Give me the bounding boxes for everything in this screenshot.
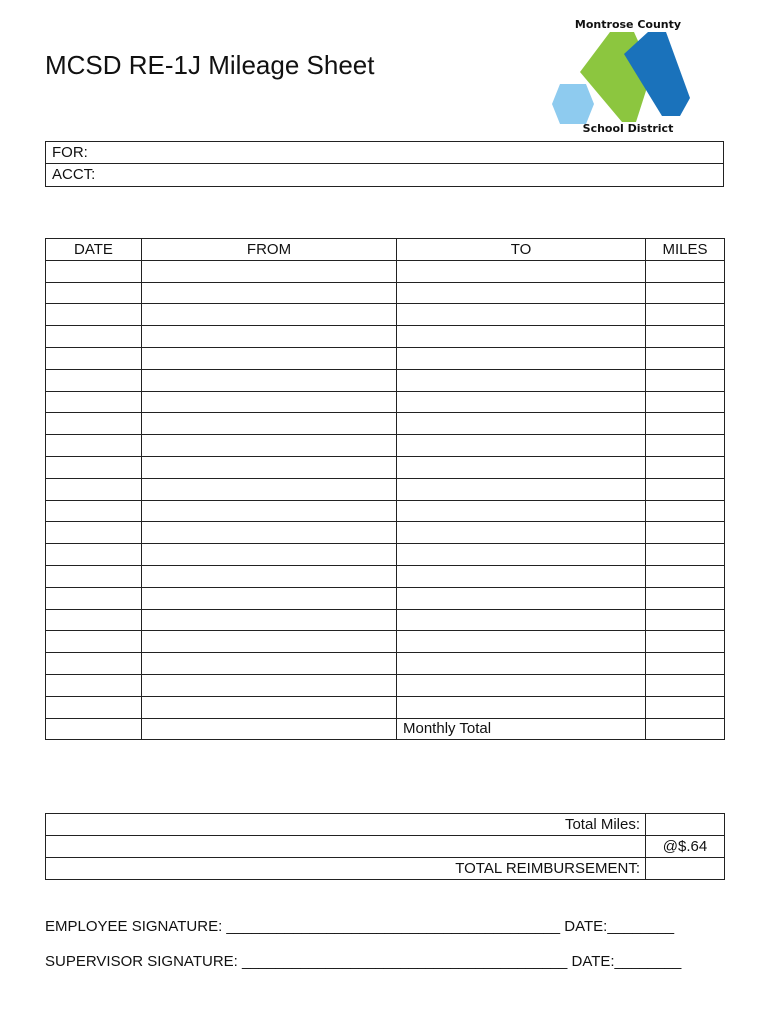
miles-cell[interactable]	[646, 326, 725, 348]
to-cell[interactable]	[397, 500, 646, 522]
to-cell[interactable]	[397, 544, 646, 566]
from-cell[interactable]	[142, 347, 397, 369]
rate-value: @$.64	[646, 836, 725, 858]
to-cell[interactable]	[397, 413, 646, 435]
logo-mark	[548, 32, 708, 124]
to-cell[interactable]	[397, 347, 646, 369]
from-cell[interactable]	[142, 631, 397, 653]
date-cell[interactable]	[46, 478, 142, 500]
to-cell[interactable]	[397, 653, 646, 675]
miles-cell[interactable]	[646, 522, 725, 544]
date-cell[interactable]	[46, 456, 142, 478]
table-row	[46, 544, 725, 566]
from-cell[interactable]	[142, 609, 397, 631]
date-cell[interactable]	[46, 304, 142, 326]
mileage-log-table	[45, 238, 725, 740]
monthly-total-from-cell[interactable]	[142, 718, 397, 740]
total-miles-cell[interactable]	[646, 814, 725, 836]
miles-cell[interactable]	[646, 260, 725, 282]
table-row	[46, 456, 725, 478]
to-cell[interactable]	[397, 696, 646, 718]
for-field[interactable]	[46, 142, 723, 164]
rate-spacer	[46, 836, 646, 858]
monthly-total-row	[46, 718, 725, 740]
table-row	[46, 413, 725, 435]
miles-cell[interactable]	[646, 391, 725, 413]
miles-cell[interactable]	[646, 500, 725, 522]
column-header-to: TO	[397, 239, 646, 261]
from-cell[interactable]	[142, 653, 397, 675]
from-cell[interactable]	[142, 674, 397, 696]
logo-top-text: Montrose County	[574, 18, 682, 31]
to-cell[interactable]	[397, 565, 646, 587]
date-cell[interactable]	[46, 631, 142, 653]
table-row	[46, 565, 725, 587]
miles-cell[interactable]	[646, 413, 725, 435]
table-row	[46, 522, 725, 544]
table-row	[46, 369, 725, 391]
table-row	[46, 326, 725, 348]
column-header-miles: MILES	[646, 239, 725, 261]
to-cell[interactable]	[397, 369, 646, 391]
reimbursement-cell[interactable]	[646, 858, 725, 880]
total-miles-label: Total Miles:	[46, 814, 646, 836]
date-cell[interactable]	[46, 587, 142, 609]
from-cell[interactable]	[142, 304, 397, 326]
miles-cell[interactable]	[646, 282, 725, 304]
employee-signature-line[interactable]: EMPLOYEE SIGNATURE: ________________________________________ DATE:________	[45, 918, 675, 935]
from-cell[interactable]	[142, 326, 397, 348]
date-cell[interactable]	[46, 282, 142, 304]
page-title: MCSD RE-1J Mileage Sheet	[45, 50, 375, 80]
table-row	[46, 587, 725, 609]
date-cell[interactable]	[46, 674, 142, 696]
date-cell[interactable]	[46, 435, 142, 457]
from-cell[interactable]	[142, 565, 397, 587]
acct-label: ACCT:	[52, 166, 96, 183]
reimbursement-label: TOTAL REIMBURSEMENT:	[46, 858, 646, 880]
logo-bottom-text: School District	[582, 122, 674, 135]
from-cell[interactable]	[142, 456, 397, 478]
date-cell[interactable]	[46, 609, 142, 631]
to-cell[interactable]	[397, 674, 646, 696]
monthly-total-label: Monthly Total	[397, 718, 646, 740]
miles-cell[interactable]	[646, 544, 725, 566]
rate-row	[46, 836, 725, 858]
from-cell[interactable]	[142, 391, 397, 413]
from-cell[interactable]	[142, 522, 397, 544]
from-cell[interactable]	[142, 369, 397, 391]
table-row	[46, 609, 725, 631]
miles-cell[interactable]	[646, 304, 725, 326]
miles-cell[interactable]	[646, 696, 725, 718]
from-cell[interactable]	[142, 544, 397, 566]
date-cell[interactable]	[46, 565, 142, 587]
table-header-row	[46, 239, 725, 261]
from-cell[interactable]	[142, 696, 397, 718]
table-row	[46, 304, 725, 326]
to-cell[interactable]	[397, 587, 646, 609]
table-row	[46, 631, 725, 653]
totals-table	[45, 813, 725, 880]
district-logo	[548, 16, 708, 140]
miles-cell[interactable]	[646, 653, 725, 675]
table-row	[46, 478, 725, 500]
date-cell[interactable]	[46, 696, 142, 718]
date-cell[interactable]	[46, 369, 142, 391]
from-cell[interactable]	[142, 435, 397, 457]
date-cell[interactable]	[46, 500, 142, 522]
monthly-total-miles-cell[interactable]	[646, 718, 725, 740]
table-row	[46, 674, 725, 696]
miles-cell[interactable]	[646, 631, 725, 653]
miles-cell[interactable]	[646, 435, 725, 457]
to-cell[interactable]	[397, 478, 646, 500]
date-cell[interactable]	[46, 347, 142, 369]
date-cell[interactable]	[46, 391, 142, 413]
miles-cell[interactable]	[646, 609, 725, 631]
miles-cell[interactable]	[646, 674, 725, 696]
from-cell[interactable]	[142, 413, 397, 435]
miles-cell[interactable]	[646, 565, 725, 587]
date-cell[interactable]	[46, 413, 142, 435]
to-cell[interactable]	[397, 282, 646, 304]
table-row	[46, 435, 725, 457]
to-cell[interactable]	[397, 326, 646, 348]
from-cell[interactable]	[142, 260, 397, 282]
date-cell[interactable]	[46, 326, 142, 348]
to-cell[interactable]	[397, 435, 646, 457]
column-header-date: DATE	[46, 239, 142, 261]
table-row	[46, 391, 725, 413]
to-cell[interactable]	[397, 522, 646, 544]
to-cell[interactable]	[397, 456, 646, 478]
from-cell[interactable]	[142, 587, 397, 609]
date-cell[interactable]	[46, 544, 142, 566]
monthly-total-date-cell[interactable]	[46, 718, 142, 740]
miles-cell[interactable]	[646, 587, 725, 609]
to-cell[interactable]	[397, 260, 646, 282]
date-cell[interactable]	[46, 653, 142, 675]
miles-cell[interactable]	[646, 456, 725, 478]
acct-field[interactable]	[46, 164, 723, 186]
table-row	[46, 347, 725, 369]
miles-cell[interactable]	[646, 369, 725, 391]
supervisor-signature-line[interactable]: SUPERVISOR SIGNATURE: _______________________________________ DATE:________	[45, 953, 682, 970]
to-cell[interactable]	[397, 391, 646, 413]
miles-cell[interactable]	[646, 478, 725, 500]
column-header-from: FROM	[142, 239, 397, 261]
to-cell[interactable]	[397, 609, 646, 631]
table-row	[46, 500, 725, 522]
table-row	[46, 696, 725, 718]
date-cell[interactable]	[46, 522, 142, 544]
table-row	[46, 260, 725, 282]
reimbursement-row	[46, 858, 725, 880]
from-cell[interactable]	[142, 478, 397, 500]
table-row	[46, 282, 725, 304]
for-label: FOR:	[52, 144, 88, 161]
date-cell[interactable]	[46, 260, 142, 282]
to-cell[interactable]	[397, 631, 646, 653]
table-row	[46, 653, 725, 675]
from-cell[interactable]	[142, 500, 397, 522]
info-box	[45, 141, 724, 187]
total-miles-row	[46, 814, 725, 836]
to-cell[interactable]	[397, 304, 646, 326]
from-cell[interactable]	[142, 282, 397, 304]
miles-cell[interactable]	[646, 347, 725, 369]
logo-light-blue-shape	[552, 84, 594, 124]
